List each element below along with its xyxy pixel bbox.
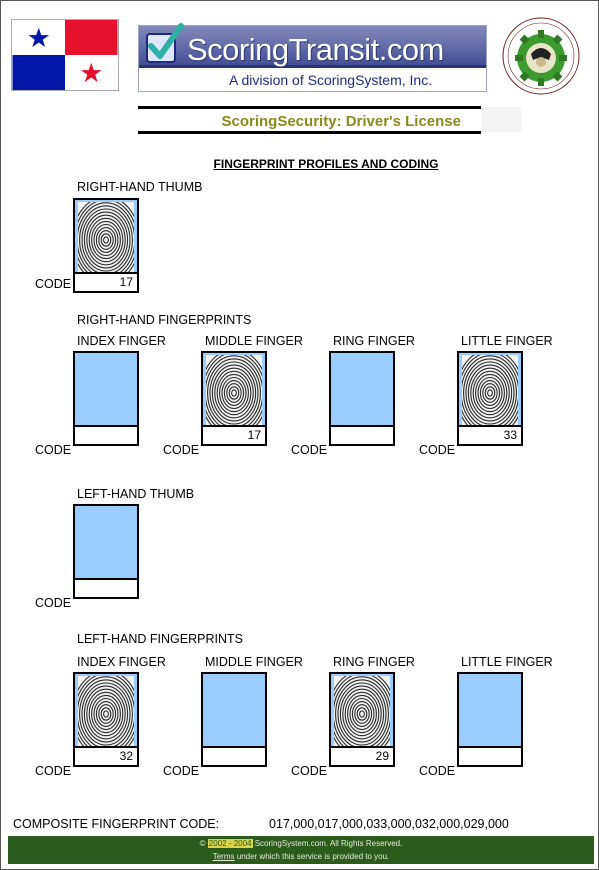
logo-subtitle-area [139,68,486,91]
scoringtransit-logo[interactable] [138,25,487,92]
terms-link[interactable]: Terms [212,852,235,861]
right-little-slot [457,351,523,446]
footer-rights: ScoringSystem.com. All Rights Reserved. [252,839,403,848]
left-hand-heading: LEFT-HAND FINGERPRINTS [77,632,243,646]
footer-copyright-line [8,839,594,848]
fingerprint-image [334,676,390,747]
composite-label: COMPOSITE FINGERPRINT CODE: [13,817,220,831]
left-ring-code: 29 [329,746,395,767]
left-ring-label: RING FINGER [333,655,415,669]
right-little-code-label: CODE [419,443,456,457]
copyright-symbol: © [199,839,206,848]
logo-subtitle: A division of ScoringSystem, Inc. [229,72,433,88]
footer-terms-text: under which this service is provided to you. [234,852,390,861]
footer-terms-line [8,852,594,861]
right-thumb-code: 17 [73,272,139,293]
fingerprint-image [462,355,518,426]
right-middle-code-label: CODE [163,443,200,457]
left-middle-code-label: CODE [163,764,200,778]
right-hand-heading: RIGHT-HAND FINGERPRINTS [77,313,252,327]
section-heading: FINGERPRINT PROFILES AND CODING [213,157,439,171]
left-ring-code-label: CODE [291,764,328,778]
ministry-seal [501,16,581,96]
left-index-slot [73,672,139,767]
right-middle-slot [201,351,267,446]
right-ring-code [329,425,395,446]
left-index-label: INDEX FINGER [77,655,166,669]
left-middle-slot [201,672,267,767]
left-thumb-code-label: CODE [35,596,72,610]
fingerprint-image [206,355,262,426]
left-thumb-code [73,578,139,599]
left-thumb-slot [73,504,139,599]
footer-year-separator: - [226,839,234,848]
document-title-band [138,106,481,134]
right-middle-code: 17 [201,425,267,446]
panama-flag-image [12,20,118,90]
left-little-code [457,746,523,767]
left-middle-code [201,746,267,767]
right-index-code-label: CODE [35,443,72,457]
left-middle-label: MIDDLE FINGER [205,655,303,669]
left-little-label: LITTLE FINGER [461,655,553,669]
left-index-code: 32 [73,746,139,767]
checkmark-icon [143,20,185,68]
right-ring-label: RING FINGER [333,334,415,348]
right-middle-label: MIDDLE FINGER [205,334,303,348]
footer-year-end: 2004 [233,839,252,848]
footer-years [208,839,253,848]
left-little-slot [457,672,523,767]
left-little-code-label: CODE [419,764,456,778]
right-index-slot [73,351,139,446]
seal-icon [501,16,581,96]
right-index-code [73,425,139,446]
right-ring-slot [329,351,395,446]
document-title: ScoringSecurity: Driver's License [221,113,461,130]
right-thumb-code-label: CODE [35,277,72,291]
panama-flag [11,19,119,91]
right-ring-code-label: CODE [291,443,328,457]
right-little-label: LITTLE FINGER [461,334,553,348]
right-little-code: 33 [457,425,523,446]
left-index-code-label: CODE [35,764,72,778]
composite-value: 017,000,017,000,033,000,032,000,029,000 [269,817,509,831]
logo-title: ScoringTransit.com [187,32,444,67]
fingerprint-image [78,202,134,273]
footer-year-start: 2002 [208,839,227,848]
left-thumb-heading: LEFT-HAND THUMB [77,487,195,501]
right-thumb-slot [73,198,139,293]
left-ring-slot [329,672,395,767]
right-index-label: INDEX FINGER [77,334,166,348]
footer [8,836,594,864]
title-band-end [481,107,521,132]
fingerprint-image [78,676,134,747]
right-thumb-heading: RIGHT-HAND THUMB [77,180,203,194]
